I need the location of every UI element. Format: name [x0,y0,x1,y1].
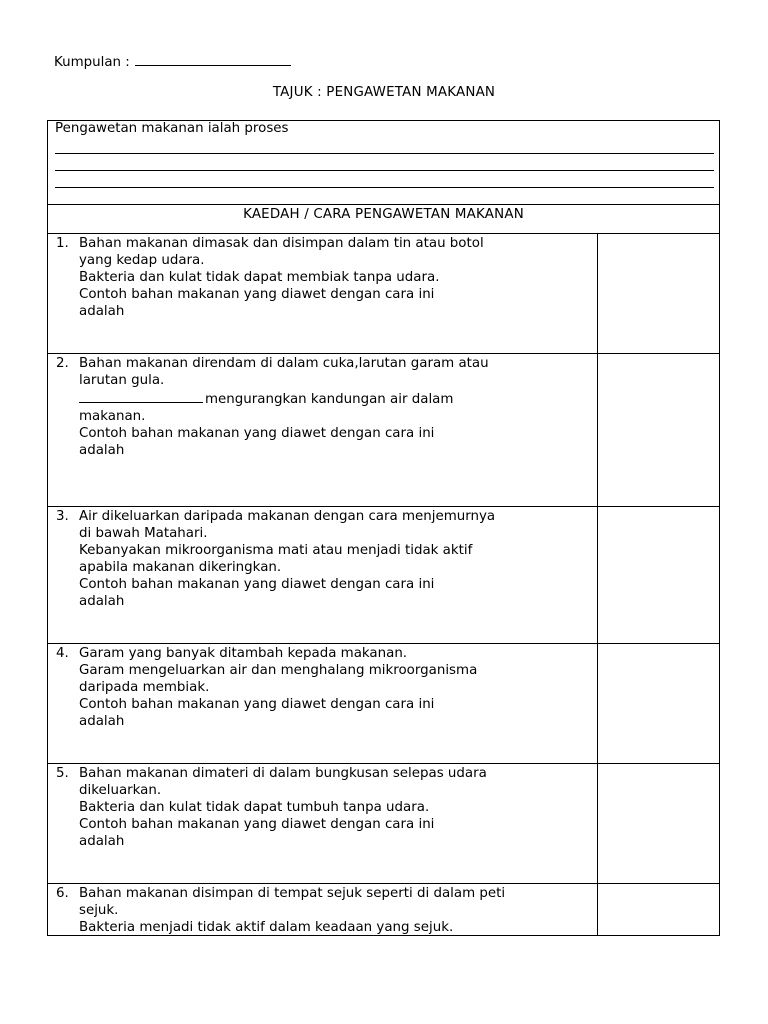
method-line: Contoh bahan makanan yang diawet dengan cara ini [79,697,435,712]
method-number: 2. [56,356,69,371]
method-line-with-blank [56,389,596,408]
method-number: 6. [56,886,69,901]
method-line: Bakteria dan kulat tidak dapat membiak tanpa udara. [79,270,440,285]
kumpulan-blank[interactable] [135,52,291,66]
method-line: adalah [79,594,125,609]
method-line: adalah [79,714,125,729]
method-row-3 [47,506,720,644]
method-line: Bahan makanan dimasak dan disimpan dalam tin atau botol [79,236,484,251]
method-line: di bawah Matahari. [79,526,208,541]
method-line: yang kedap udara. [79,253,205,268]
kumpulan-field [54,52,291,70]
page-title: TAJUK : PENGAWETAN MAKANAN [272,85,496,100]
kumpulan-label: Kumpulan : [54,55,130,70]
method-line: Contoh bahan makanan yang diawet dengan cara ini [79,577,435,592]
method-row-5 [47,763,720,884]
definition-intro: Pengawetan makanan ialah proses [55,121,289,136]
method-line: Contoh bahan makanan yang diawet dengan cara ini [79,287,435,302]
method-number: 4. [56,646,69,661]
method-line: Garam mengeluarkan air dan menghalang mikroorganisma [79,663,478,678]
method-line: Bahan makanan dimateri di dalam bungkusan selepas udara [79,766,487,781]
definition-box [47,120,720,205]
answer-cell[interactable] [597,234,598,353]
answer-line[interactable] [55,170,714,171]
method-row-1 [47,233,720,354]
method-line: Bakteria dan kulat tidak dapat tumbuh tanpa udara. [79,800,430,815]
answer-cell[interactable] [597,644,598,763]
method-row-2 [47,353,720,507]
method-text [56,765,596,850]
method-line: adalah [79,304,125,319]
method-text [56,508,596,610]
method-line: adalah [79,834,125,849]
method-number: 1. [56,236,69,251]
method-text [56,645,596,730]
table-heading-text: KAEDAH / CARA PENGAWETAN MAKANAN [243,207,524,222]
method-line: larutan gula. [79,373,165,388]
method-line: sejuk. [79,903,119,918]
answer-cell[interactable] [597,764,598,883]
method-line: Bakteria menjadi tidak aktif dalam keadaan yang sejuk. [79,920,454,935]
method-line: Garam yang banyak ditambah kepada makanan. [79,646,408,661]
method-line: Air dikeluarkan daripada makanan dengan cara menjemurnya [79,509,496,524]
method-row-4 [47,643,720,764]
table-heading [47,204,720,234]
answer-cell[interactable] [597,884,598,935]
method-line: apabila makanan dikeringkan. [79,560,282,575]
method-line: makanan. [79,409,146,424]
method-line: Bahan makanan disimpan di tempat sejuk seperti di dalam peti [79,886,506,901]
answer-line[interactable] [55,153,714,154]
method-row-6 [47,883,720,936]
method-line: daripada membiak. [79,680,210,695]
method-line: adalah [79,443,125,458]
method-line: Bahan makanan direndam di dalam cuka,larutan garam atau [79,356,489,371]
answer-line[interactable] [55,187,714,188]
method-line: Contoh bahan makanan yang diawet dengan cara ini [79,817,435,832]
method-text [56,235,596,320]
answer-cell[interactable] [597,354,598,506]
method-line: dikeluarkan. [79,783,162,798]
method-number: 3. [56,509,69,524]
fill-blank[interactable] [79,389,203,403]
method-line: Contoh bahan makanan yang diawet dengan cara ini [79,426,435,441]
method-text [56,355,596,459]
method-line: Kebanyakan mikroorganisma mati atau menjadi tidak aktif [79,543,473,558]
answer-cell[interactable] [597,507,598,643]
method-number: 5. [56,766,69,781]
method-text [56,885,596,936]
method-line: mengurangkan kandungan air dalam [205,392,454,407]
